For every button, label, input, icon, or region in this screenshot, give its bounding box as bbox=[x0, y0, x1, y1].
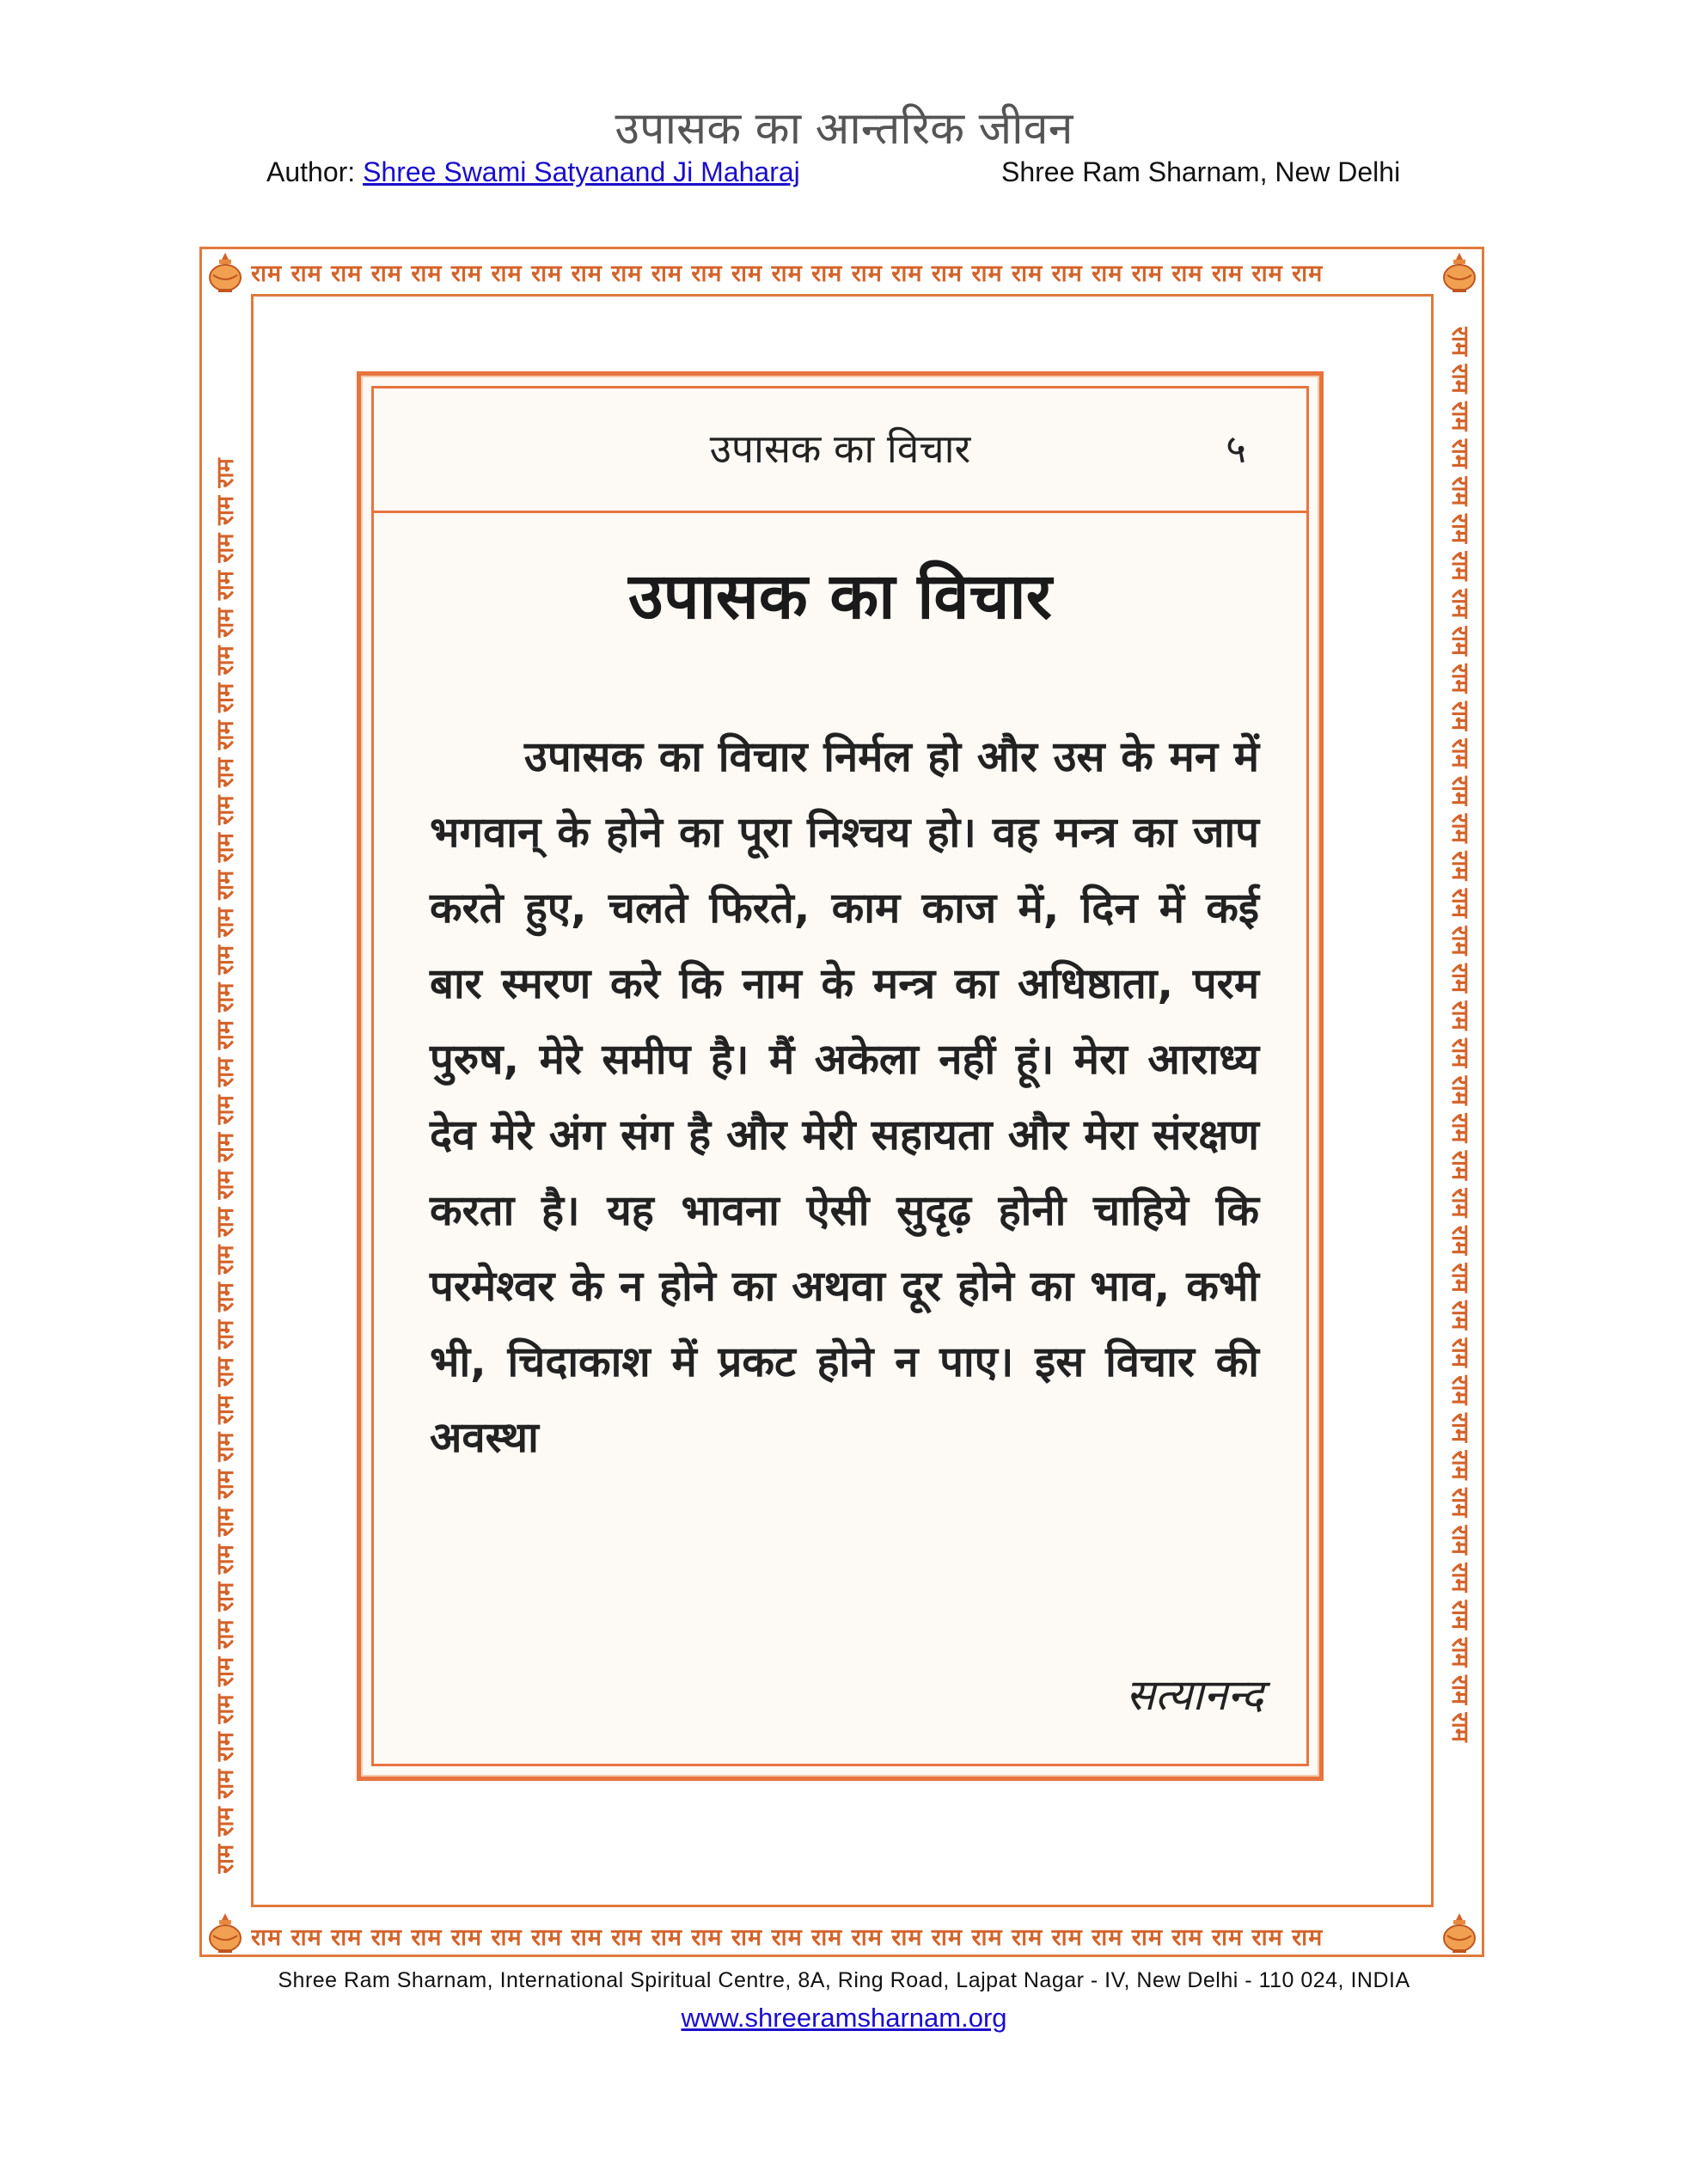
author-label: Author: bbox=[266, 156, 356, 187]
footer-address: Shree Ram Sharnam, International Spiritual Centre, 8A, Ring Road, Lajpat Nagar - IV, New Delhi - 110 024, INDIA bbox=[278, 1968, 1410, 1992]
footer-url-container bbox=[0, 2003, 1688, 2034]
author-line bbox=[266, 156, 800, 188]
ram-border-right: राम राम राम राम राम राम राम राम राम राम राम राम राम राम राम राम राम राम राम राम राम राम राम राम राम राम राम राम राम राम राम राम राम राम राम राम राम राम bbox=[1446, 327, 1473, 1742]
kalash-corner-icon bbox=[203, 249, 248, 294]
kalash-corner-icon bbox=[1437, 1910, 1482, 1955]
running-title: उपासक का विचार bbox=[709, 425, 971, 472]
kalash-corner-icon bbox=[1437, 249, 1482, 294]
ram-border-top: राम राम राम राम राम राम राम राम राम राम राम राम राम राम राम राम राम राम राम राम राम राम राम राम राम राम राम bbox=[251, 260, 1324, 287]
document-title: उपासक का आन्तरिक जीवन bbox=[615, 103, 1073, 155]
website-link[interactable]: www.shreeramsharnam.org bbox=[681, 2003, 1007, 2033]
ram-border-bottom: राम राम राम राम राम राम राम राम राम राम राम राम राम राम राम राम राम राम राम राम राम राम राम राम राम राम राम bbox=[251, 1924, 1324, 1951]
kalash-corner-icon bbox=[203, 1910, 248, 1955]
book-page bbox=[357, 371, 1324, 1781]
book-page-inner-frame bbox=[371, 386, 1309, 1766]
publisher-text: Shree Ram Sharnam, New Delhi bbox=[1001, 156, 1401, 187]
page-number: ५ bbox=[1226, 425, 1246, 472]
body-paragraph: उपासक का विचार निर्मल हो और उस के मन में भगवान् के होने का पूरा निश्चय हो। वह मन्त्र का जाप करते हुए, चलते फिरते, काम काज में, दिन में कई बार स्मरण करे कि नाम के मन्त्र का अधिष्ठाता, परम पुरुष, मेरे समीप है। मैं अकेला नहीं हूं। मेरा आराध्य देव मेरे अंग संग है और मेरी सहायता और मेरा संरक्षण करता है। यह भावना ऐसी सुदृढ़ होनी चाहिये कि परमेश्वर के न होने का अथवा दूर होने का भाव, कभी भी, चिदाकाश में प्रकट होने न पाए। इस विचार की अवस्था bbox=[430, 732, 1259, 1462]
author-link[interactable]: Shree Swami Satyanand Ji Maharaj bbox=[363, 156, 800, 187]
signature: सत्यानन्द bbox=[1126, 1670, 1263, 1720]
running-header bbox=[374, 388, 1306, 513]
ram-border-left: राम राम राम राम राम राम राम राम राम राम राम राम राम राम राम राम राम राम राम राम राम राम राम राम राम राम राम राम राम राम राम राम राम राम राम राम राम राम bbox=[212, 458, 239, 1874]
chapter-title: उपासक का विचार bbox=[628, 560, 1052, 633]
